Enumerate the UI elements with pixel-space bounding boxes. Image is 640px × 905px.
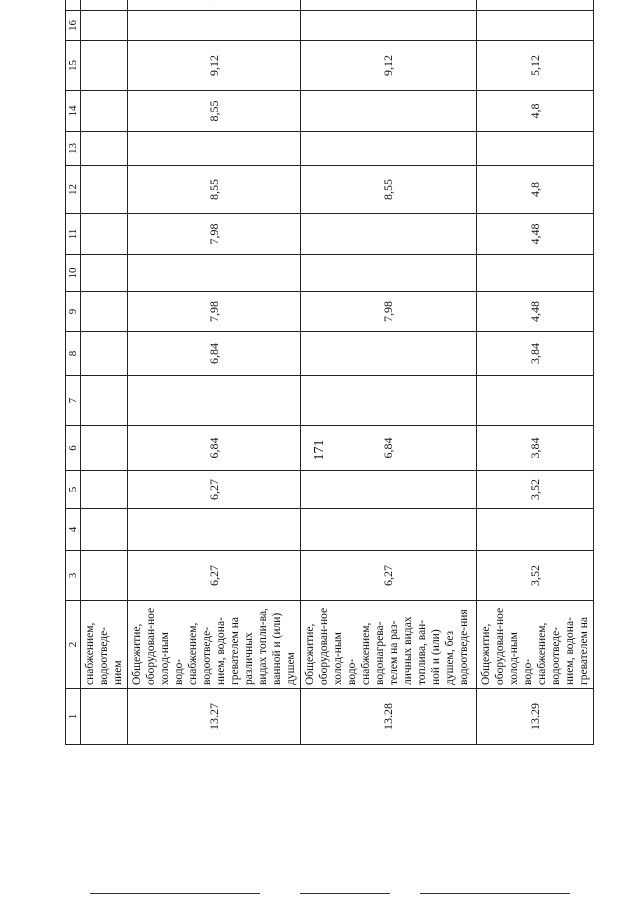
value-cell: 5,12: [477, 41, 594, 91]
table-row: [477, 0, 594, 745]
row-description: Общежитие, оборудован-ное холод-ным водо-снабжением, водоотведе-нием, водона-гревателем на различных видах топли-ва, ванной и (или) душем: [128, 601, 301, 689]
value-cell: 7,98: [301, 292, 477, 332]
value-cell: 6,27: [128, 551, 301, 601]
bottom-rule: [90, 893, 260, 894]
value-cell: 4,8: [477, 91, 594, 132]
value-cell: 9,12: [128, 41, 301, 91]
value-cell: [477, 509, 594, 551]
column-header: 16: [66, 11, 81, 41]
value-cell: [477, 255, 594, 292]
table-cell: [81, 689, 128, 745]
table-cell: [81, 91, 128, 132]
column-header: 3: [66, 551, 81, 601]
bottom-rule: [420, 893, 570, 894]
table-cell: [81, 214, 128, 255]
value-cell: [301, 91, 477, 132]
value-cell: [477, 132, 594, 166]
value-cell: 9,12: [301, 41, 477, 91]
value-cell: [301, 255, 477, 292]
column-header: [66, 0, 81, 11]
value-cell: 4,48: [477, 214, 594, 255]
value-cell: [128, 132, 301, 166]
value-cell: [301, 11, 477, 41]
table-cell: [81, 0, 128, 11]
row-code: 13.28: [301, 689, 477, 745]
value-cell: 6,84: [128, 426, 301, 471]
page-number: 171: [312, 439, 327, 461]
value-cell: [301, 332, 477, 376]
bottom-rule: [300, 893, 390, 894]
column-header: 1: [66, 689, 81, 745]
value-cell: 7,98: [128, 292, 301, 332]
value-cell: [301, 214, 477, 255]
column-header: 9: [66, 292, 81, 332]
column-header: 12: [66, 166, 81, 214]
value-cell: [301, 509, 477, 551]
tariff-table: [65, 0, 594, 745]
value-cell: [477, 0, 594, 11]
value-cell: [128, 376, 301, 426]
row-code: 13.29: [477, 689, 594, 745]
column-header: 4: [66, 509, 81, 551]
table-cell: [81, 255, 128, 292]
value-cell: 3,84: [477, 426, 594, 471]
value-cell: [128, 509, 301, 551]
value-cell: 6,27: [128, 471, 301, 509]
table-row: [128, 0, 301, 745]
table-cell: [81, 471, 128, 509]
table-cell: [81, 551, 128, 601]
value-cell: 6,84: [301, 426, 477, 471]
row-description: снабжением, водоотведе-нием: [81, 601, 128, 689]
value-cell: 8,55: [128, 166, 301, 214]
table-cell: [81, 41, 128, 91]
row-description: Общежитие, оборудован-ное холод-ным водо-снабжением, водонагрева-телем на раз-личных видах топлива, ван-ной и (или) душем, без водоотведе-ния: [301, 601, 477, 689]
table-cell: [81, 426, 128, 471]
table-cell: [81, 292, 128, 332]
table-cell: [81, 11, 128, 41]
value-cell: 8,55: [301, 166, 477, 214]
column-number-row: [66, 0, 81, 745]
column-header: 15: [66, 41, 81, 91]
column-header: 5: [66, 471, 81, 509]
value-cell: 6,84: [128, 332, 301, 376]
table-cell: [81, 132, 128, 166]
table-cell: [81, 509, 128, 551]
table-row: [301, 0, 477, 745]
value-cell: [128, 11, 301, 41]
value-cell: 3,84: [477, 332, 594, 376]
value-cell: [301, 376, 477, 426]
table-cell: [81, 332, 128, 376]
value-cell: [301, 132, 477, 166]
value-cell: [301, 0, 477, 11]
value-cell: 3,52: [477, 471, 594, 509]
value-cell: 3,52: [477, 551, 594, 601]
column-header: 8: [66, 332, 81, 376]
continuation-row: [81, 0, 128, 745]
value-cell: [128, 255, 301, 292]
value-cell: 7,98: [128, 214, 301, 255]
table-cell: [81, 376, 128, 426]
column-header: 2: [66, 601, 81, 689]
column-header: 14: [66, 91, 81, 132]
value-cell: 6,27: [301, 551, 477, 601]
value-cell: [477, 11, 594, 41]
column-header: 7: [66, 376, 81, 426]
column-header: 13: [66, 132, 81, 166]
column-header: 10: [66, 255, 81, 292]
row-description: Общежитие, оборудован-ное холод-ным водо-снабжением, водоотведе-нием, водона-гревателем на: [477, 601, 594, 689]
value-cell: [477, 376, 594, 426]
row-code: 13.27: [128, 689, 301, 745]
column-header: 6: [66, 426, 81, 471]
value-cell: 4,8: [477, 166, 594, 214]
value-cell: 8,55: [128, 91, 301, 132]
tariff-table-frame: [65, 20, 590, 745]
value-cell: 4,48: [477, 292, 594, 332]
table-cell: [81, 166, 128, 214]
column-header: 11: [66, 214, 81, 255]
value-cell: [301, 471, 477, 509]
value-cell: [128, 0, 301, 11]
